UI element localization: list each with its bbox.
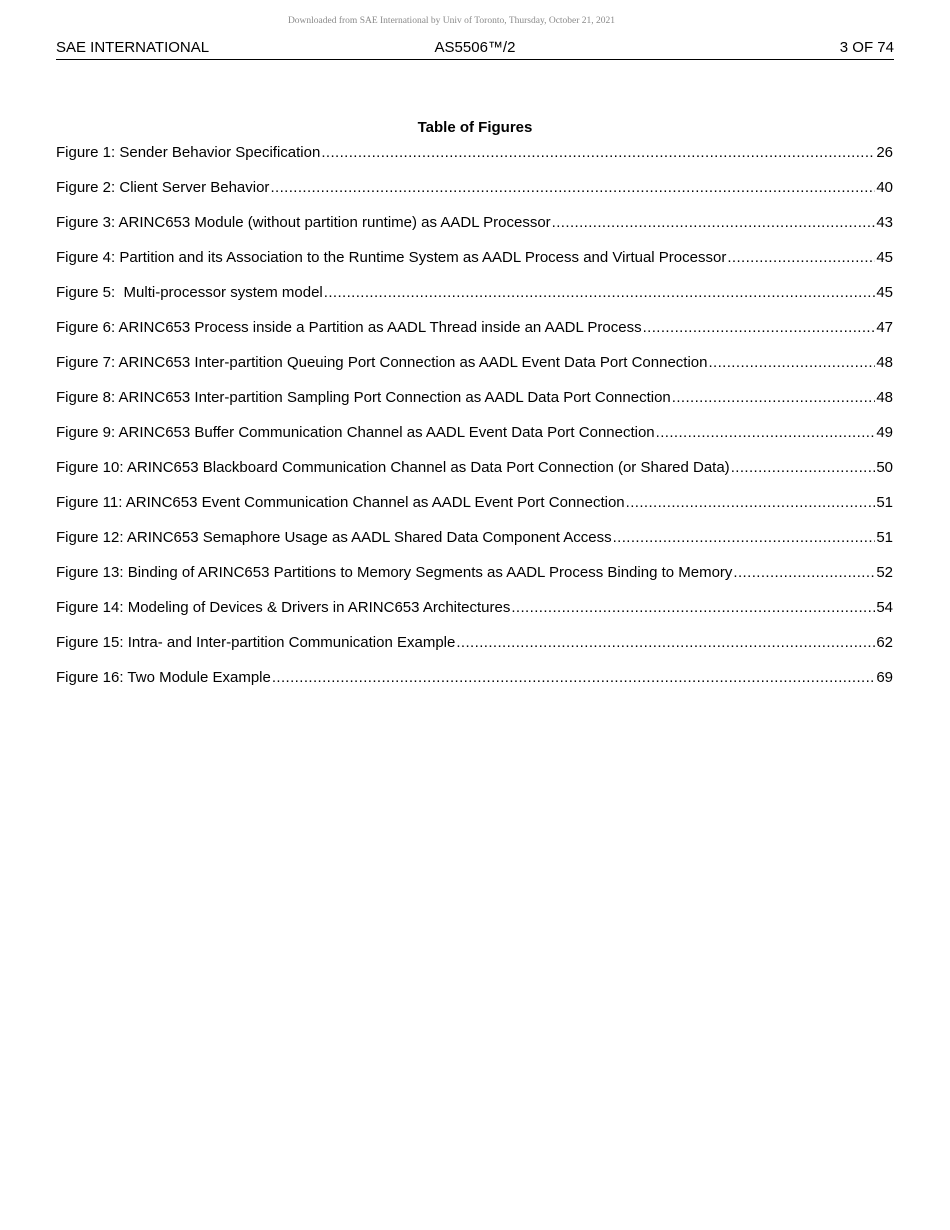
- dot-leader: [272, 669, 875, 686]
- toc-entry-label: Figure 4: Partition and its Association to the Runtime System as AADL Process and Virtual Processor: [56, 249, 727, 266]
- toc-entry[interactable]: [56, 179, 893, 214]
- dot-leader: [626, 494, 876, 511]
- toc-entry-label: Figure 7: ARINC653 Inter-partition Queuing Port Connection as AADL Event Data Port Connection: [56, 354, 708, 371]
- toc-entry-page: 62: [876, 634, 893, 651]
- toc-entry-label: Figure 15: Intra- and Inter-partition Communication Example: [56, 634, 456, 651]
- dot-leader: [727, 249, 875, 266]
- dot-leader: [731, 459, 876, 476]
- toc-entry[interactable]: [56, 459, 893, 494]
- toc-entry[interactable]: [56, 424, 893, 459]
- toc-entry-page: 69: [876, 669, 893, 686]
- toc-entry-label: Figure 1: Sender Behavior Specification: [56, 144, 321, 161]
- toc-entry-label: Figure 16: Two Module Example: [56, 669, 271, 686]
- toc-entry-page: 52: [876, 564, 893, 581]
- dot-leader: [613, 529, 876, 546]
- toc-entry-page: 51: [876, 494, 893, 511]
- toc-entry[interactable]: [56, 354, 893, 389]
- toc-entry[interactable]: [56, 634, 893, 669]
- toc-entry-label: Figure 11: ARINC653 Event Communication Channel as AADL Event Port Connection: [56, 494, 625, 511]
- toc-entry[interactable]: [56, 144, 893, 179]
- toc-entry-label: Figure 2: Client Server Behavior: [56, 179, 270, 196]
- header-page-number: 3 OF 74: [839, 39, 894, 56]
- header-document-id: AS5506™/2: [434, 39, 516, 56]
- toc-entry[interactable]: [56, 599, 893, 634]
- table-of-figures: [56, 144, 893, 704]
- toc-entry[interactable]: [56, 494, 893, 529]
- toc-entry-page: 40: [876, 179, 893, 196]
- toc-entry-page: 50: [876, 459, 893, 476]
- toc-entry-page: 26: [876, 144, 893, 161]
- toc-entry-label: Figure 12: ARINC653 Semaphore Usage as AADL Shared Data Component Access: [56, 529, 612, 546]
- toc-entry-page: 48: [876, 354, 893, 371]
- toc-entry[interactable]: [56, 214, 893, 249]
- toc-entry-page: 48: [876, 389, 893, 406]
- toc-entry[interactable]: [56, 284, 893, 319]
- page-header: [56, 38, 894, 60]
- toc-entry-page: 45: [876, 249, 893, 266]
- toc-entry-label: Figure 10: ARINC653 Blackboard Communication Channel as Data Port Connection (or Shared Data): [56, 459, 730, 476]
- dot-leader: [270, 179, 875, 196]
- header-publisher: SAE INTERNATIONAL: [56, 39, 210, 56]
- toc-entry-label: Figure 13: Binding of ARINC653 Partitions to Memory Segments as AADL Process Binding to Memory: [56, 564, 733, 581]
- toc-entry-page: 45: [876, 284, 893, 301]
- toc-entry[interactable]: [56, 564, 893, 599]
- dot-leader: [643, 319, 876, 336]
- toc-entry-label: Figure 14: Modeling of Devices & Drivers in ARINC653 Architectures: [56, 599, 511, 616]
- toc-entry-page: 49: [876, 424, 893, 441]
- dot-leader: [672, 389, 876, 406]
- toc-title: Table of Figures: [417, 119, 533, 136]
- dot-leader: [552, 214, 876, 231]
- toc-entry-page: 51: [876, 529, 893, 546]
- toc-entry[interactable]: [56, 319, 893, 354]
- dot-leader: [456, 634, 875, 651]
- toc-entry-label: Figure 9: ARINC653 Buffer Communication Channel as AADL Event Data Port Connection: [56, 424, 655, 441]
- toc-entry[interactable]: [56, 529, 893, 564]
- dot-leader: [656, 424, 876, 441]
- download-watermark: Downloaded from SAE International by Univ of Toronto, Thursday, October 21, 2021: [287, 16, 616, 26]
- toc-entry-label: Figure 8: ARINC653 Inter-partition Sampling Port Connection as AADL Data Port Connection: [56, 389, 671, 406]
- toc-entry-label: Figure 6: ARINC653 Process inside a Partition as AADL Thread inside an AADL Process: [56, 319, 642, 336]
- toc-entry-page: 47: [876, 319, 893, 336]
- toc-entry[interactable]: [56, 249, 893, 284]
- toc-entry-label: Figure 3: ARINC653 Module (without partition runtime) as AADL Processor: [56, 214, 551, 231]
- toc-entry[interactable]: [56, 669, 893, 704]
- dot-leader: [708, 354, 875, 371]
- dot-leader: [321, 144, 875, 161]
- toc-entry-label: Figure 5: Multi-processor system model: [56, 284, 323, 301]
- dot-leader: [733, 564, 875, 581]
- dot-leader: [511, 599, 875, 616]
- dot-leader: [324, 284, 876, 301]
- toc-entry[interactable]: [56, 389, 893, 424]
- toc-entry-page: 54: [876, 599, 893, 616]
- toc-entry-page: 43: [876, 214, 893, 231]
